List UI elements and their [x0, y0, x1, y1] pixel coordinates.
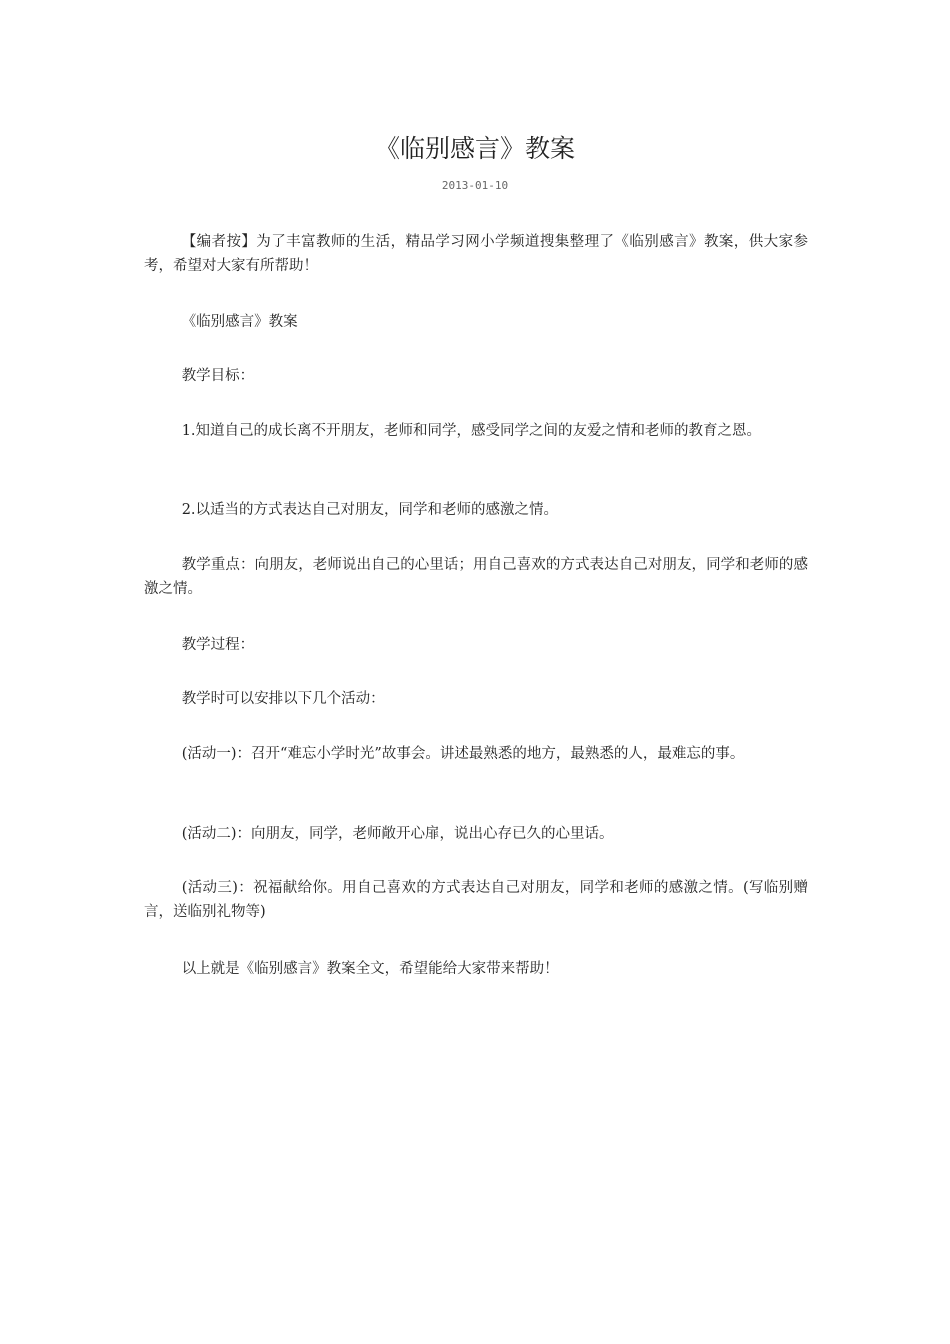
- teaching-goals-heading: 教学目标：: [181, 368, 255, 384]
- activity-3-paragraph: (活动三)：祝福献给你。用自己喜欢的方式表达自己对朋友，同学和老师的感激之情。(写临别赠言，送临别礼物等): [144, 880, 808, 920]
- page-title: 《临别感言》教案: [374, 134, 575, 163]
- teaching-process-heading: 教学过程：: [181, 637, 255, 653]
- activities-intro-paragraph: 教学时可以安排以下几个活动：: [181, 691, 385, 707]
- activity-1-paragraph: (活动一)：召开“难忘小学时光”故事会。讲述最熟悉的地方，最熟悉的人，最难忘的事。: [181, 746, 745, 762]
- closing-paragraph: 以上就是《临别感言》教案全文，希望能给大家带来帮助！: [181, 961, 559, 977]
- publish-date: 2013-01-10: [441, 179, 509, 192]
- goal-1-paragraph: 1.知道自己的成长离不开朋友，老师和同学，感受同学之间的友爱之情和老师的教育之恩。: [181, 423, 762, 439]
- lesson-title-paragraph: 《临别感言》教案: [181, 314, 298, 330]
- editor-note-paragraph: 【编者按】为了丰富教师的生活，精品学习网小学频道搜集整理了《临别感言》教案，供大家参考，希望对大家有所帮助！: [144, 234, 808, 274]
- activity-2-paragraph: (活动二)：向朋友，同学，老师敞开心扉，说出心存已久的心里话。: [181, 826, 614, 842]
- goal-2-paragraph: 2.以适当的方式表达自己对朋友，同学和老师的感激之情。: [181, 502, 559, 518]
- teaching-focus-paragraph: 教学重点：向朋友，老师说出自己的心里话；用自己喜欢的方式表达自己对朋友，同学和老师的感激之情。: [144, 557, 808, 597]
